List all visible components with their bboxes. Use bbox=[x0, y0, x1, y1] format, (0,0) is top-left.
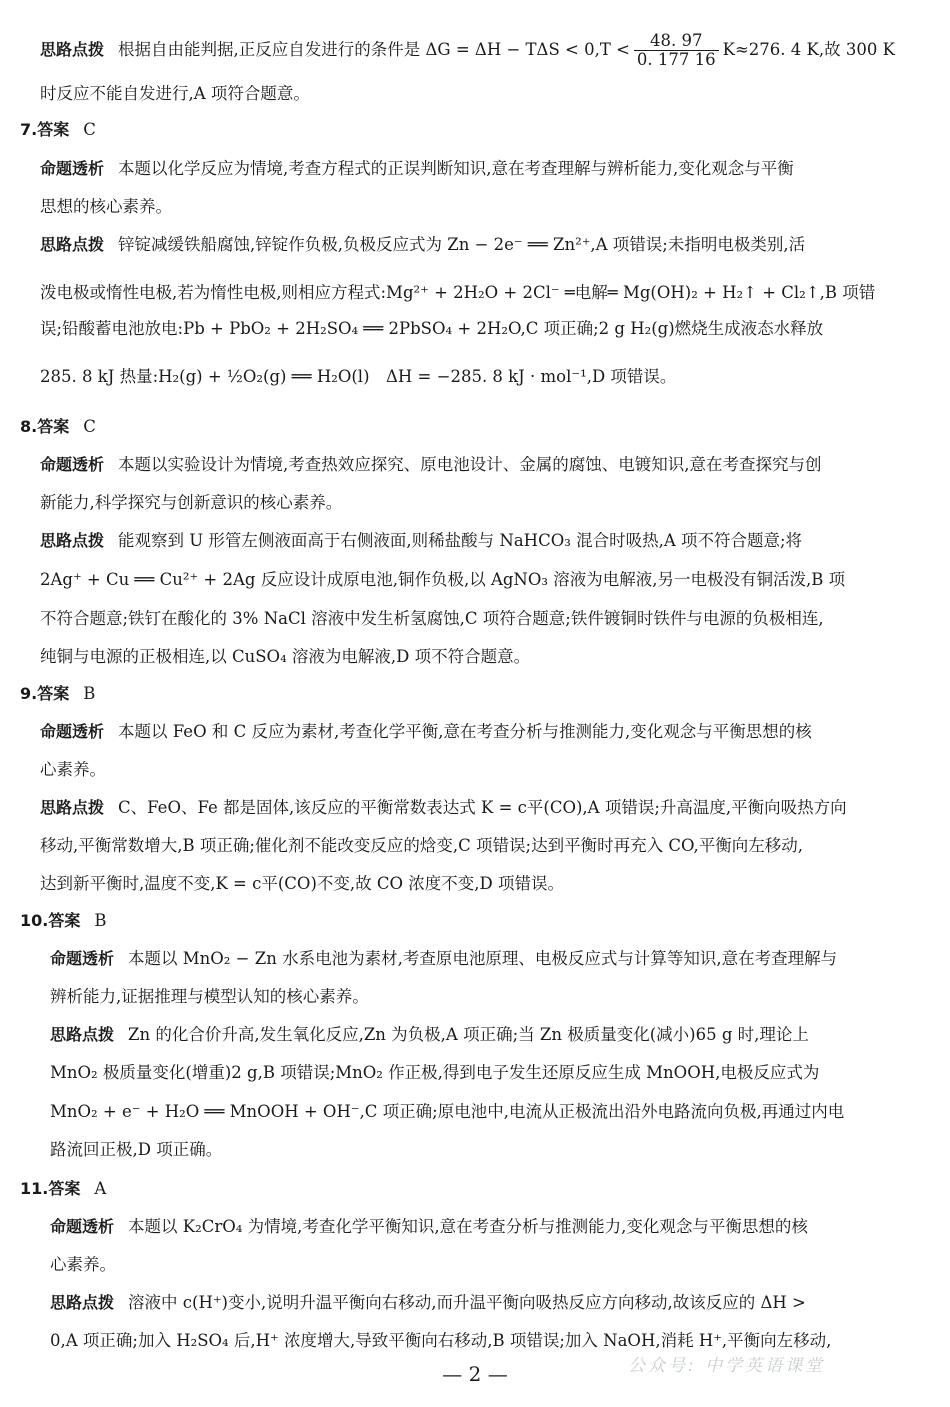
q9-approach-line-1: 思路点拨 C、FeO、Fe 都是固体,该反应的平衡常数表达式 K = c平(CO),A 项错误;升高温度,平衡向吸热方向 bbox=[40, 798, 847, 817]
q10-answer-heading: 10.答案 B bbox=[20, 911, 107, 930]
q8-approach-line-4: 纯铜与电源的正极相连,以 CuSO₄ 溶液为电解液,D 项不符合题意。 bbox=[40, 647, 531, 666]
q8-approach-line-1: 思路点拨 能观察到 U 形管左侧液面高于右侧液面,则稀盐酸与 NaHCO₃ 混合时吸热,A 项不符合题意;将 bbox=[40, 531, 803, 550]
intent-label: 命题透析 bbox=[40, 159, 105, 178]
q9-approach-line-3: 达到新平衡时,温度不变,K = c平(CO)不变,故 CO 浓度不变,D 项错误。 bbox=[40, 874, 565, 893]
q6-approach-line-2: 时反应不能自发进行,A 项符合题意。 bbox=[40, 84, 310, 103]
approach-label: 思路点拨 bbox=[50, 1025, 115, 1044]
q7-approach-line-2: 泼电极或惰性电极,若为惰性电极,则相应方程式:Mg²⁺ + 2H₂O + 2Cl⁻ ═电解═ Mg(OH)₂ + H₂↑ + Cl₂↑,B 项错 bbox=[40, 283, 876, 302]
q10-approach-line-4: 路流回正极,D 项正确。 bbox=[50, 1140, 223, 1159]
approach-label: 思路点拨 bbox=[40, 531, 105, 550]
q7-answer-heading: 7.答案 C bbox=[20, 120, 96, 139]
answer-letter: B bbox=[94, 911, 107, 930]
q7-approach-line-3: 误;铅酸蓄电池放电:Pb + PbO₂ + 2H₂SO₄ ══ 2PbSO₄ + 2H₂O,C 项正确;2 g H₂(g)燃烧生成液态水释放 bbox=[40, 319, 824, 338]
intent-label: 命题透析 bbox=[50, 1217, 115, 1236]
q10-intent-line-2: 辨析能力,证据推理与模型认知的核心素养。 bbox=[50, 987, 369, 1006]
page-number: — 2 — bbox=[442, 1362, 508, 1386]
intent-label: 命题透析 bbox=[40, 722, 105, 741]
q7-intent-line-1: 命题透析 本题以化学反应为情境,考查方程式的正误判断知识,意在考查理解与辨析能力,变化观念与平衡 bbox=[40, 159, 794, 178]
q9-approach-line-2: 移动,平衡常数增大,B 项正确;催化剂不能改变反应的焓变,C 项错误;达到平衡时再充入 CO,平衡向左移动, bbox=[40, 836, 804, 855]
q11-intent-line-1: 命题透析 本题以 K₂CrO₄ 为情境,考查化学平衡知识,意在考查分析与推测能力,变化观念与平衡思想的核 bbox=[50, 1217, 808, 1236]
answer-letter: B bbox=[83, 684, 96, 703]
q9-intent-line-2: 心素养。 bbox=[40, 760, 106, 779]
q6-approach-line-1: 思路点拨 根据自由能判据,正反应自发进行的条件是 ΔG = ΔH − TΔS < 0,T < $\frac{48. 97}{0. 177 16}$ K≈276. 4 K,故 300 K bbox=[40, 31, 895, 69]
approach-label: 思路点拨 bbox=[40, 798, 105, 817]
answer-letter: A bbox=[94, 1179, 107, 1198]
q7-intent-line-2: 思想的核心素养。 bbox=[40, 197, 172, 216]
intent-label: 命题透析 bbox=[40, 455, 105, 474]
q11-approach-line-2: 0,A 项正确;加入 H₂SO₄ 后,H⁺ 浓度增大,导致平衡向右移动,B 项错误;加入 NaOH,消耗 H⁺,平衡向左移动, bbox=[50, 1331, 832, 1350]
q7-approach-line-1: 思路点拨 锌锭减缓铁船腐蚀,锌锭作负极,负极反应式为 Zn − 2e⁻ ══ Zn²⁺,A 项错误;未指明电极类别,活 bbox=[40, 235, 806, 254]
answer-letter: C bbox=[83, 120, 96, 139]
q8-answer-heading: 8.答案 C bbox=[20, 417, 96, 436]
q11-answer-heading: 11.答案 A bbox=[20, 1179, 107, 1198]
intent-label: 命题透析 bbox=[50, 949, 115, 968]
q10-approach-line-3: MnO₂ + e⁻ + H₂O ══ MnOOH + OH⁻,C 项正确;原电池中,电流从正极流出沿外电路流向负极,再通过内电 bbox=[50, 1102, 845, 1121]
q9-answer-heading: 9.答案 B bbox=[20, 684, 96, 703]
q10-approach-line-1: 思路点拨 Zn 的化合价升高,发生氧化反应,Zn 为负极,A 项正确;当 Zn 极质量变化(减小)65 g 时,理论上 bbox=[50, 1025, 809, 1044]
q9-intent-line-1: 命题透析 本题以 FeO 和 C 反应为素材,考查化学平衡,意在考查分析与推测能力,变化观念与平衡思想的核 bbox=[40, 722, 812, 741]
q11-intent-line-2: 心素养。 bbox=[50, 1255, 116, 1274]
watermark: 公众号: 中学英语课堂 bbox=[628, 1356, 826, 1376]
approach-label: 思路点拨 bbox=[50, 1293, 115, 1312]
fraction: $\frac{48. 97}{0. 177 16}$ bbox=[634, 32, 719, 69]
approach-label: 思路点拨 bbox=[40, 235, 105, 254]
q8-intent-line-2: 新能力,科学探究与创新意识的核心素养。 bbox=[40, 493, 343, 512]
q7-approach-line-4: 285. 8 kJ 热量:H₂(g) + ½O₂(g) ══ H₂O(l) ΔH = −285. 8 kJ · mol⁻¹,D 项错误。 bbox=[40, 367, 677, 386]
q8-approach-line-3: 不符合题意;铁钉在酸化的 3% NaCl 溶液中发生析氢腐蚀,C 项符合题意;铁件镀铜时铁件与电源的负极相连, bbox=[40, 609, 824, 628]
q10-approach-line-2: MnO₂ 极质量变化(增重)2 g,B 项错误;MnO₂ 作正极,得到电子发生还原反应生成 MnOOH,电极反应式为 bbox=[50, 1063, 820, 1082]
answer-letter: C bbox=[83, 417, 96, 436]
q11-approach-line-1: 思路点拨 溶液中 c(H⁺)变小,说明升温平衡向右移动,而升温平衡向吸热反应方向移动,故该反应的 ΔH > bbox=[50, 1293, 806, 1312]
q10-intent-line-1: 命题透析 本题以 MnO₂ − Zn 水系电池为素材,考查原电池原理、电极反应式与计算等知识,意在考查理解与 bbox=[50, 949, 838, 968]
q8-intent-line-1: 命题透析 本题以实验设计为情境,考查热效应探究、原电池设计、金属的腐蚀、电镀知识,意在考查探究与创 bbox=[40, 455, 822, 474]
q8-approach-line-2: 2Ag⁺ + Cu ══ Cu²⁺ + 2Ag 反应设计成原电池,铜作负极,以 AgNO₃ 溶液为电解液,另一电极没有铜活泼,B 项 bbox=[40, 570, 846, 589]
approach-label: 思路点拨 bbox=[40, 40, 105, 59]
